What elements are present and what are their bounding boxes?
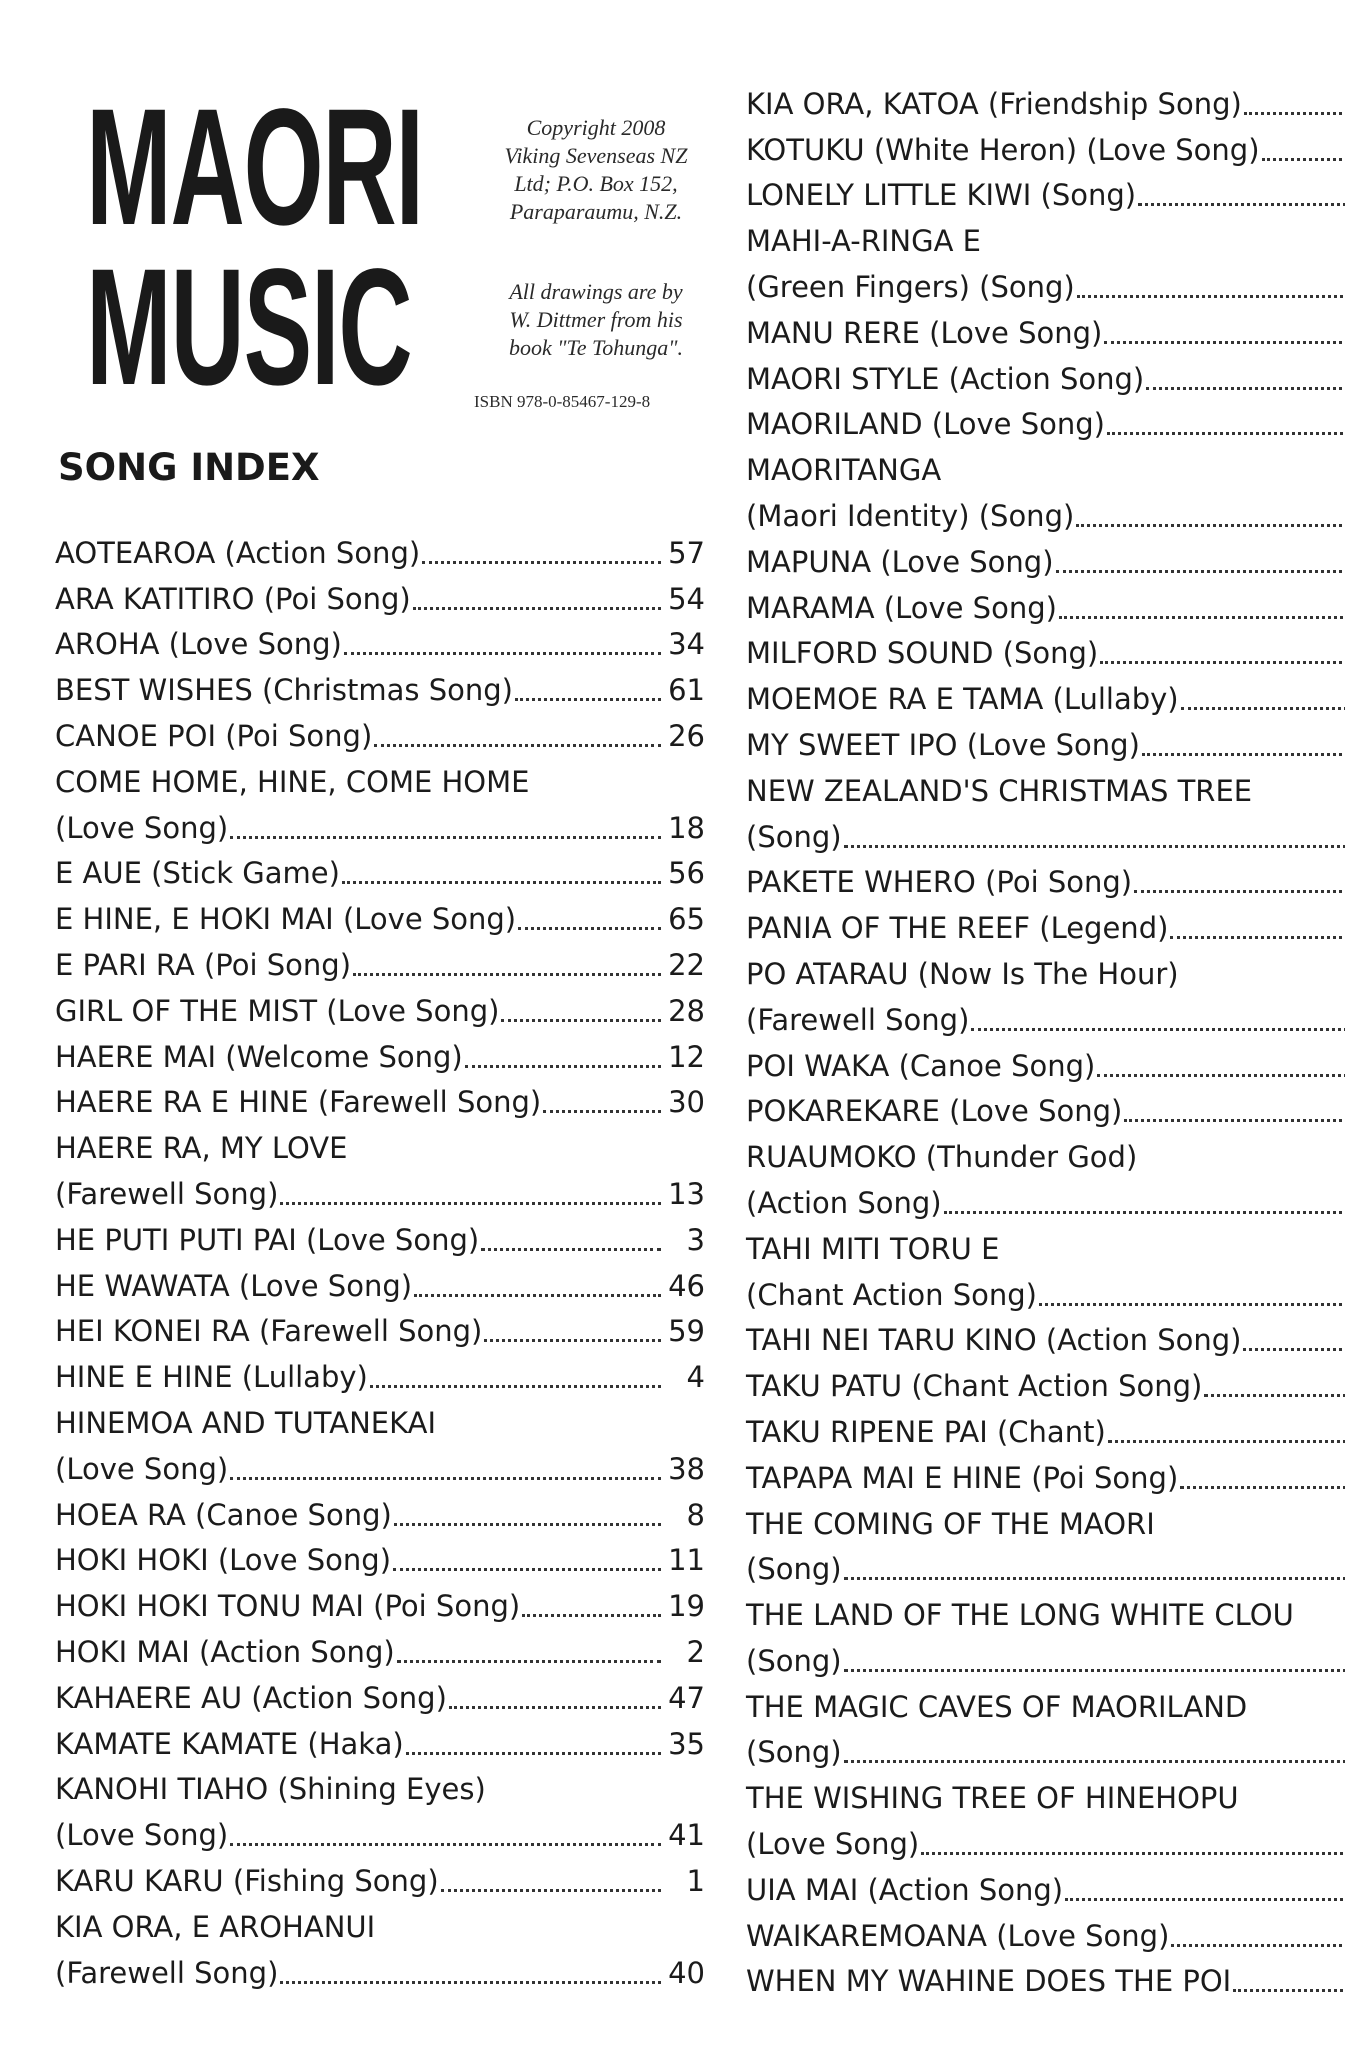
song-title: KAHAERE AU (Action Song) [55, 1680, 447, 1715]
song-title: LONELY LITTLE KIWI (Song) [746, 178, 1137, 213]
song-title: AOTEAROA (Action Song) [55, 535, 421, 570]
song-index-entry [746, 582, 1345, 628]
song-title: HAERE RA, MY LOVE [55, 1131, 348, 1166]
song-title: HAERE RA E HINE (Farewell Song) [55, 1085, 542, 1120]
song-title: THE WISHING TREE OF HINEHOPU [746, 1781, 1239, 1816]
song-title: (Love Song) [55, 1451, 229, 1486]
song-index-entry [55, 664, 705, 710]
song-title: BEST WISHES (Christmas Song) [55, 673, 513, 708]
song-index-entry [55, 1809, 705, 1855]
dot-leader [1170, 936, 1345, 939]
dot-leader [230, 836, 661, 839]
song-index-entry [55, 1489, 705, 1535]
song-title: (Farewell Song) [55, 1176, 279, 1211]
song-index-entry [746, 1086, 1345, 1132]
song-title: MAPUNA (Love Song) [746, 544, 1054, 579]
dot-leader [1181, 707, 1345, 710]
song-index-entry [55, 848, 705, 894]
song-index-entry [55, 1672, 705, 1718]
song-title: HOKI MAI (Action Song) [55, 1634, 395, 1669]
page-number: 28 [668, 993, 705, 1028]
song-title: UIA MAI (Action Song) [746, 1872, 1064, 1907]
song-title: HOEA RA (Canoe Song) [55, 1497, 392, 1532]
song-index-entry [746, 490, 1345, 536]
song-index-entry [746, 1727, 1345, 1773]
song-index-entry [746, 1818, 1345, 1864]
song-title: HOKI HOKI TONU MAI (Poi Song) [55, 1589, 521, 1624]
song-title: RUAUMOKO (Thunder God) [746, 1140, 1138, 1175]
page-number: 57 [668, 535, 705, 570]
song-title: TAPAPA MAI E HINE (Poi Song) [746, 1460, 1179, 1495]
page-number: 2 [686, 1634, 705, 1669]
dot-leader [944, 1211, 1345, 1214]
dot-leader [342, 881, 661, 884]
song-index-entry [746, 811, 1345, 857]
dot-leader [1039, 1303, 1345, 1306]
song-title: MARAMA (Love Song) [746, 590, 1057, 625]
song-index-entry [746, 1406, 1345, 1452]
page-number: 30 [668, 1085, 705, 1120]
song-title: (Action Song) [746, 1185, 942, 1220]
song-index-entry [55, 756, 705, 802]
song-index-entry [55, 1580, 705, 1626]
dot-leader [230, 1477, 661, 1480]
song-index-entry [55, 1168, 705, 1214]
song-index-entry [746, 719, 1345, 765]
page-number: 47 [668, 1680, 705, 1715]
song-index-entry [55, 1626, 705, 1672]
song-index-entry [746, 673, 1345, 719]
song-title: TAKU PATU (Chant Action Song) [746, 1369, 1203, 1404]
song-index-entry [55, 619, 705, 665]
song-title: (Farewell Song) [55, 1955, 279, 1990]
song-index-entry [746, 902, 1345, 948]
song-index-entry [746, 1131, 1345, 1177]
dot-leader [1104, 341, 1345, 344]
dot-leader [481, 1248, 661, 1251]
dot-leader [1108, 1440, 1345, 1443]
song-index-entry [746, 1772, 1345, 1818]
dot-leader [515, 698, 661, 701]
credit-line: All drawings are by [509, 279, 683, 304]
dot-leader [1233, 1989, 1345, 1992]
song-index-entry [55, 1031, 705, 1077]
song-index-entry [55, 1443, 705, 1489]
song-index-entry [746, 1269, 1345, 1315]
song-index-left-column [55, 527, 705, 1993]
song-title: POKAREKARE (Love Song) [746, 1094, 1123, 1129]
dot-leader [1065, 1898, 1345, 1901]
page-number: 18 [668, 810, 705, 845]
dot-leader [374, 744, 661, 747]
song-index-entry [55, 1260, 705, 1306]
song-index-entry [746, 1544, 1345, 1590]
song-title: POI WAKA (Canoe Song) [746, 1048, 1096, 1083]
song-index-heading: SONG INDEX [58, 446, 320, 489]
dot-leader [1138, 203, 1345, 206]
song-title: KIA ORA, E AROHANUI [55, 1909, 376, 1944]
page-number: 59 [668, 1314, 705, 1349]
song-title: CANOE POI (Poi Song) [55, 718, 373, 753]
dot-leader [1244, 112, 1345, 115]
song-index-entry [746, 1040, 1345, 1086]
dot-leader [1059, 616, 1345, 619]
song-title: (Song) [746, 1643, 842, 1678]
dot-leader [414, 1294, 661, 1297]
song-title: PANIA OF THE REEF (Legend) [746, 911, 1169, 946]
page-number: 38 [668, 1451, 705, 1486]
dot-leader [370, 1385, 661, 1388]
song-index-entry [55, 939, 705, 985]
song-index-entry [746, 1681, 1345, 1727]
song-index-entry [746, 444, 1345, 490]
song-index-entry [746, 1360, 1345, 1406]
dot-leader [1097, 1074, 1345, 1077]
page-number: 4 [686, 1360, 705, 1395]
song-index-entry [746, 536, 1345, 582]
drawings-credit [476, 278, 716, 362]
song-index-entry [55, 573, 705, 619]
page-number: 56 [668, 856, 705, 891]
copyright-line: Viking Sevenseas NZ [504, 143, 688, 168]
dot-leader [921, 1852, 1345, 1855]
song-title: PAKETE WHERO (Poi Song) [746, 865, 1133, 900]
song-index-entry [746, 1223, 1345, 1269]
dot-leader [230, 1843, 661, 1846]
song-title: MAORILAND (Love Song) [746, 407, 1105, 442]
page-number: 12 [668, 1039, 705, 1074]
copyright-line: Ltd; P.O. Box 152, [514, 171, 678, 196]
page-number: 13 [668, 1176, 705, 1211]
page-number: 8 [686, 1497, 705, 1532]
song-index-entry [55, 1351, 705, 1397]
page-number: 1 [686, 1863, 705, 1898]
song-title: TAHI NEI TARU KINO (Action Song) [746, 1323, 1242, 1358]
song-index-entry [746, 1498, 1345, 1544]
song-title: TAKU RIPENE PAI (Chant) [746, 1414, 1106, 1449]
song-title: E HINE, E HOKI MAI (Love Song) [55, 902, 517, 937]
dot-leader [406, 1752, 661, 1755]
song-title: WHEN MY WAHINE DOES THE POI [746, 1964, 1232, 1999]
dot-leader [344, 652, 661, 655]
dot-leader [844, 845, 1345, 848]
song-index-entry [746, 857, 1345, 903]
song-index-entry [55, 893, 705, 939]
song-index-entry [55, 1535, 705, 1581]
song-index-entry [55, 1855, 705, 1901]
song-index-entry [55, 985, 705, 1031]
page-number: 61 [668, 673, 705, 708]
dot-leader [1204, 1394, 1345, 1397]
dot-leader [1056, 570, 1345, 573]
song-title: HINEMOA AND TUTANEKAI [55, 1405, 437, 1440]
song-title: WAIKAREMOANA (Love Song) [746, 1918, 1170, 1953]
dot-leader [501, 1019, 661, 1022]
dot-leader [1107, 432, 1345, 435]
page-number: 3 [686, 1222, 705, 1257]
page-number: 19 [668, 1589, 705, 1624]
song-title: HINE E HINE (Lullaby) [55, 1360, 368, 1395]
song-title: KIA ORA, KATOA (Friendship Song) [746, 86, 1242, 121]
song-index-entry [746, 765, 1345, 811]
page-number: 11 [668, 1543, 705, 1578]
song-title: (Love Song) [55, 1818, 229, 1853]
dot-leader [449, 1706, 661, 1709]
page-number: 54 [668, 581, 705, 616]
copyright-line: Copyright 2008 [526, 115, 666, 140]
dot-leader [1243, 1348, 1345, 1351]
song-index-entry [746, 1589, 1345, 1635]
page-number: 41 [668, 1818, 705, 1853]
copyright-line: Paraparaumu, N.Z. [509, 199, 683, 224]
song-index-entry [746, 170, 1345, 216]
song-index-entry [55, 1306, 705, 1352]
copyright-notice [476, 114, 716, 226]
song-title: KAMATE KAMATE (Haka) [55, 1726, 404, 1761]
song-title: MOEMOE RA E TAMA (Lullaby) [746, 682, 1179, 717]
song-title: (Song) [746, 1552, 842, 1587]
dot-leader [1142, 753, 1345, 756]
song-title: (Maori Identity) (Song) [746, 498, 1075, 533]
song-index-entry [55, 710, 705, 756]
dot-leader [397, 1660, 661, 1663]
song-title: E AUE (Stick Game) [55, 856, 340, 891]
song-title: (Love Song) [55, 810, 229, 845]
song-title: THE COMING OF THE MAORI [746, 1506, 1155, 1541]
song-title: NEW ZEALAND'S CHRISTMAS TREE [746, 773, 1253, 808]
song-title: (Farewell Song) [746, 1002, 970, 1037]
book-title-line-1: MAORI [86, 75, 423, 260]
song-index-entry [746, 215, 1345, 261]
dot-leader [280, 1202, 661, 1205]
song-title: MAORI STYLE (Action Song) [746, 361, 1145, 396]
song-index-entry [746, 124, 1345, 170]
song-index-entry [55, 1901, 705, 1947]
song-index-entry [55, 1947, 705, 1993]
dot-leader [413, 607, 661, 610]
song-title: MAORITANGA [746, 453, 942, 488]
song-index-entry [55, 527, 705, 573]
page-number: 65 [668, 902, 705, 937]
song-title: MAHI-A-RINGA E [746, 224, 981, 259]
song-title: GIRL OF THE MIST (Love Song) [55, 993, 500, 1028]
dot-leader [353, 973, 661, 976]
song-index-entry [55, 1122, 705, 1168]
song-title: HE WAWATA (Love Song) [55, 1268, 413, 1303]
page-number: 26 [668, 718, 705, 753]
dot-leader [1124, 1119, 1345, 1122]
song-title: E PARI RA (Poi Song) [55, 947, 352, 982]
dot-leader [522, 1614, 661, 1617]
song-title: (Song) [746, 1735, 842, 1770]
song-title: KOTUKU (White Heron) (Love Song) [746, 132, 1260, 167]
song-index-entry [746, 353, 1345, 399]
song-index-entry [55, 1764, 705, 1810]
song-title: ARA KATITIRO (Poi Song) [55, 581, 411, 616]
credit-line: W. Dittmer from his [509, 307, 683, 332]
song-title: THE LAND OF THE LONG WHITE CLOU [746, 1598, 1294, 1633]
song-title: PO ATARAU (Now Is The Hour) [746, 956, 1179, 991]
song-index-entry [746, 1864, 1345, 1910]
book-title [86, 75, 423, 420]
isbn: ISBN 978-0-85467-129-8 [474, 392, 651, 411]
song-index-entry [746, 1177, 1345, 1223]
song-index-entry [746, 948, 1345, 994]
dot-leader [844, 1577, 1345, 1580]
dot-leader [1077, 295, 1345, 298]
dot-leader [1262, 158, 1345, 161]
song-title: KANOHI TIAHO (Shining Eyes) [55, 1772, 486, 1807]
song-title: (Love Song) [746, 1827, 920, 1862]
dot-leader [394, 1523, 661, 1526]
song-title: KARU KARU (Fishing Song) [55, 1863, 439, 1898]
song-title: MY SWEET IPO (Love Song) [746, 727, 1140, 762]
dot-leader [1134, 890, 1345, 893]
dot-leader [465, 1065, 661, 1068]
page-number: 34 [668, 627, 705, 662]
song-index-entry [746, 1635, 1345, 1681]
song-index-entry [55, 1077, 705, 1123]
song-title: HE PUTI PUTI PAI (Love Song) [55, 1222, 480, 1257]
song-title: AROHA (Love Song) [55, 627, 342, 662]
dot-leader [518, 927, 661, 930]
dot-leader [280, 1981, 661, 1984]
song-title: HOKI HOKI (Love Song) [55, 1543, 392, 1578]
song-title: TAHI MITI TORU E [746, 1231, 1000, 1266]
song-index-entry [746, 994, 1345, 1040]
dot-leader [844, 1760, 1345, 1763]
song-title: THE MAGIC CAVES OF MAORILAND [746, 1689, 1248, 1724]
song-index-entry [746, 261, 1345, 307]
dot-leader [393, 1568, 661, 1571]
song-title: HAERE MAI (Welcome Song) [55, 1039, 463, 1074]
song-index-entry [746, 1452, 1345, 1498]
song-index-entry [746, 1315, 1345, 1361]
dot-leader [1171, 1944, 1345, 1947]
song-index-entry [746, 628, 1345, 674]
song-index-entry [746, 399, 1345, 445]
dot-leader [971, 1028, 1345, 1031]
song-title: MILFORD SOUND (Song) [746, 636, 1099, 671]
song-title: HEI KONEI RA (Farewell Song) [55, 1314, 483, 1349]
song-index-right-column [746, 78, 1345, 2001]
page-number: 35 [668, 1726, 705, 1761]
song-index-entry [55, 802, 705, 848]
page-number: 46 [668, 1268, 705, 1303]
dot-leader [441, 1889, 661, 1892]
song-index-entry [746, 307, 1345, 353]
dot-leader [1146, 387, 1345, 390]
dot-leader [422, 561, 661, 564]
song-index-entry [746, 1910, 1345, 1956]
dot-leader [543, 1110, 661, 1113]
song-index-entry [55, 1214, 705, 1260]
dot-leader [1100, 661, 1345, 664]
song-index-entry [55, 1397, 705, 1443]
page-number: 22 [668, 947, 705, 982]
song-title: (Green Fingers) (Song) [746, 269, 1075, 304]
song-title: (Chant Action Song) [746, 1277, 1037, 1312]
book-title-line-2: MUSIC [86, 235, 412, 420]
dot-leader [1076, 524, 1345, 527]
song-index-entry [55, 1718, 705, 1764]
song-title: (Song) [746, 819, 842, 854]
credit-line: book "Te Tohunga". [509, 335, 683, 360]
dot-leader [1180, 1486, 1345, 1489]
dot-leader [484, 1339, 661, 1342]
song-index-entry [746, 78, 1345, 124]
song-title: COME HOME, HINE, COME HOME [55, 764, 530, 799]
song-title: MANU RERE (Love Song) [746, 315, 1103, 350]
song-index-entry [746, 1956, 1345, 2002]
dot-leader [844, 1669, 1345, 1672]
page-number: 40 [668, 1955, 705, 1990]
